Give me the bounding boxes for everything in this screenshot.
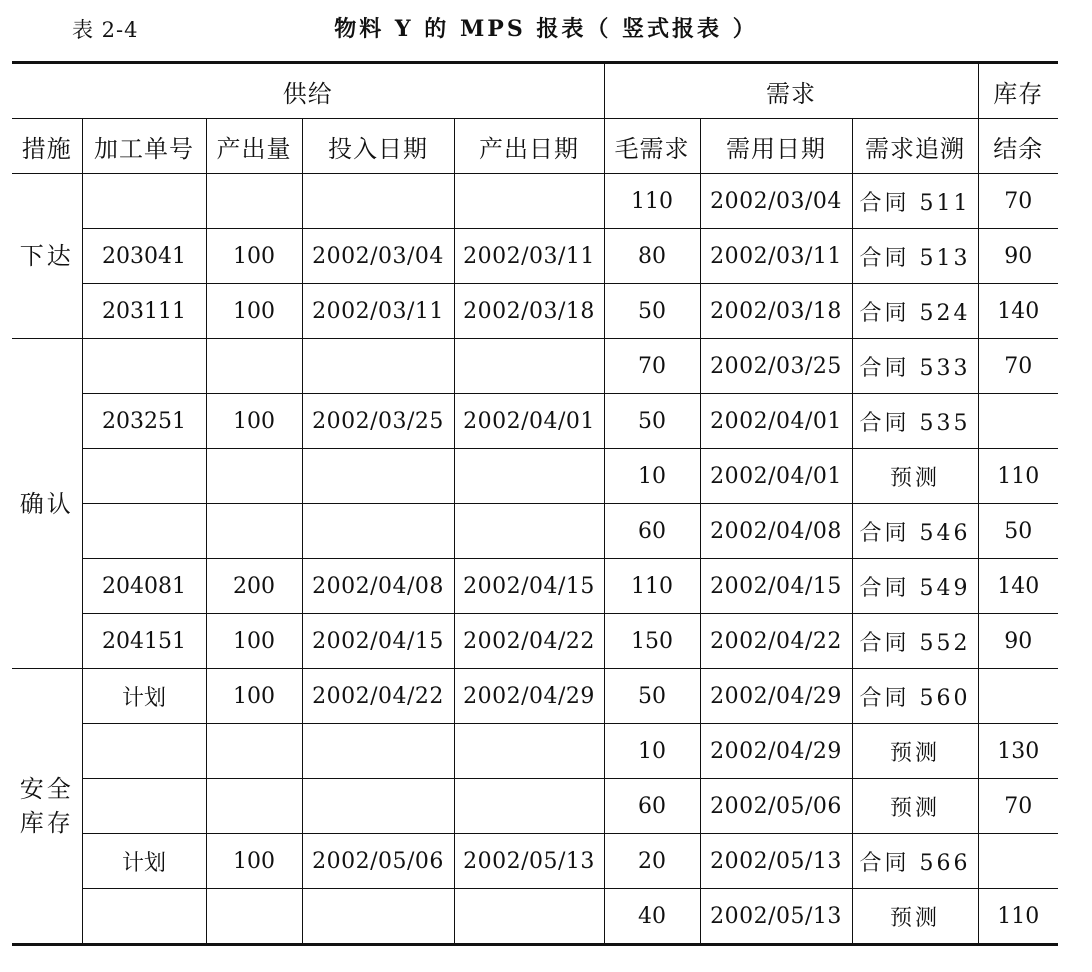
cell-output-quantity: [206, 449, 302, 504]
table-row: [12, 339, 1058, 394]
cell-demand-trace: 合同 513: [852, 229, 978, 284]
cell-output-quantity: 200: [206, 559, 302, 614]
cell-output-quantity: 100: [206, 394, 302, 449]
cell-output-date: [454, 724, 604, 779]
measure-safety-stock: [12, 669, 82, 945]
table-row: [12, 669, 1058, 724]
cell-need-date: 2002/05/13: [700, 834, 852, 889]
table-row: [12, 174, 1058, 229]
cell-output-quantity: [206, 174, 302, 229]
cell-input-date: [302, 504, 454, 559]
cell-demand-trace: 合同 560: [852, 669, 978, 724]
cell-output-date: 2002/04/22: [454, 614, 604, 669]
cell-balance: 130: [978, 724, 1058, 779]
cell-balance: [978, 669, 1058, 724]
cell-demand-trace: 预测: [852, 889, 978, 945]
cell-output-date: 2002/05/13: [454, 834, 604, 889]
cell-output-quantity: 100: [206, 834, 302, 889]
cell-balance: [978, 394, 1058, 449]
measure-confirmed: [12, 339, 82, 669]
cell-balance: 140: [978, 559, 1058, 614]
table-row: [12, 504, 1058, 559]
column-header-balance: 结余: [978, 119, 1058, 174]
cell-need-date: 2002/04/15: [700, 559, 852, 614]
cell-order-number: 203041: [82, 229, 206, 284]
cell-gross-requirement: 20: [604, 834, 700, 889]
cell-balance: 110: [978, 889, 1058, 945]
cell-order-number: [82, 724, 206, 779]
cell-gross-requirement: 80: [604, 229, 700, 284]
column-header-row: [12, 119, 1058, 174]
cell-output-date: [454, 449, 604, 504]
cell-input-date: 2002/03/11: [302, 284, 454, 339]
cell-input-date: 2002/04/15: [302, 614, 454, 669]
cell-demand-trace: 合同 533: [852, 339, 978, 394]
table-caption: [0, 0, 1092, 56]
cell-order-number: 203111: [82, 284, 206, 339]
cell-balance: 110: [978, 449, 1058, 504]
cell-output-quantity: [206, 339, 302, 394]
measure-label: 下达: [19, 242, 74, 270]
cell-output-quantity: [206, 889, 302, 945]
cell-output-quantity: [206, 779, 302, 834]
measure-released: [12, 174, 82, 339]
cell-input-date: 2002/03/04: [302, 229, 454, 284]
cell-order-number: 计划: [82, 669, 206, 724]
cell-input-date: [302, 174, 454, 229]
table-row: [12, 889, 1058, 945]
cell-order-number: 204081: [82, 559, 206, 614]
cell-order-number: [82, 504, 206, 559]
cell-order-number: [82, 889, 206, 945]
cell-output-date: [454, 504, 604, 559]
table-row: [12, 834, 1058, 889]
table-number: 表 2-4: [72, 18, 139, 42]
column-header-input-date: 投入日期: [302, 119, 454, 174]
cell-output-date: 2002/03/18: [454, 284, 604, 339]
table-row: [12, 229, 1058, 284]
cell-output-date: [454, 174, 604, 229]
cell-gross-requirement: 150: [604, 614, 700, 669]
cell-input-date: [302, 339, 454, 394]
cell-order-number: [82, 779, 206, 834]
cell-need-date: 2002/04/29: [700, 669, 852, 724]
cell-input-date: [302, 449, 454, 504]
cell-gross-requirement: 10: [604, 724, 700, 779]
cell-demand-trace: 合同 511: [852, 174, 978, 229]
cell-input-date: [302, 889, 454, 945]
cell-input-date: 2002/04/08: [302, 559, 454, 614]
cell-need-date: 2002/04/22: [700, 614, 852, 669]
cell-need-date: 2002/03/25: [700, 339, 852, 394]
column-header-need-date: 需用日期: [700, 119, 852, 174]
mps-report-table: [12, 61, 1058, 946]
cell-output-date: 2002/03/11: [454, 229, 604, 284]
cell-demand-trace: 预测: [852, 779, 978, 834]
column-header-demand-trace: 需求追溯: [852, 119, 978, 174]
table-row: [12, 449, 1058, 504]
table-row: [12, 284, 1058, 339]
cell-output-quantity: 100: [206, 614, 302, 669]
cell-order-number: [82, 449, 206, 504]
column-header-output-date: 产出日期: [454, 119, 604, 174]
cell-output-quantity: [206, 504, 302, 559]
cell-gross-requirement: 40: [604, 889, 700, 945]
table-row: [12, 394, 1058, 449]
cell-demand-trace: 合同 566: [852, 834, 978, 889]
cell-gross-requirement: 50: [604, 284, 700, 339]
cell-need-date: 2002/04/01: [700, 449, 852, 504]
inventory-group-header: 库存: [978, 63, 1058, 119]
cell-balance: 70: [978, 174, 1058, 229]
column-header-gross-requirement: 毛需求: [604, 119, 700, 174]
cell-input-date: [302, 724, 454, 779]
group-header-row: [12, 63, 1058, 119]
cell-need-date: 2002/05/06: [700, 779, 852, 834]
cell-need-date: 2002/03/11: [700, 229, 852, 284]
cell-output-quantity: [206, 724, 302, 779]
cell-input-date: [302, 779, 454, 834]
table-row: [12, 724, 1058, 779]
cell-order-number: [82, 339, 206, 394]
cell-need-date: 2002/04/01: [700, 394, 852, 449]
cell-output-date: 2002/04/01: [454, 394, 604, 449]
cell-gross-requirement: 70: [604, 339, 700, 394]
cell-order-number: 204151: [82, 614, 206, 669]
table-row: [12, 559, 1058, 614]
cell-demand-trace: 预测: [852, 724, 978, 779]
cell-need-date: 2002/03/18: [700, 284, 852, 339]
cell-order-number: 计划: [82, 834, 206, 889]
cell-output-date: 2002/04/15: [454, 559, 604, 614]
cell-demand-trace: 合同 535: [852, 394, 978, 449]
cell-gross-requirement: 50: [604, 669, 700, 724]
cell-output-date: [454, 889, 604, 945]
column-header-order-number: 加工单号: [82, 119, 206, 174]
column-header-measure: 措施: [12, 119, 82, 174]
cell-balance: 50: [978, 504, 1058, 559]
cell-gross-requirement: 60: [604, 504, 700, 559]
measure-label: 安全: [19, 775, 74, 803]
table-title: 物料 Y 的 MPS 报表（ 竖式报表 ）: [334, 16, 758, 42]
cell-input-date: 2002/05/06: [302, 834, 454, 889]
cell-balance: 70: [978, 339, 1058, 394]
cell-output-date: 2002/04/29: [454, 669, 604, 724]
cell-input-date: 2002/04/22: [302, 669, 454, 724]
cell-need-date: 2002/04/29: [700, 724, 852, 779]
cell-need-date: 2002/04/08: [700, 504, 852, 559]
mps-table-body: [12, 174, 1058, 945]
column-header-output-quantity: 产出量: [206, 119, 302, 174]
measure-label: 库存: [19, 809, 74, 837]
cell-gross-requirement: 110: [604, 174, 700, 229]
demand-group-header: 需求: [604, 63, 978, 119]
cell-input-date: 2002/03/25: [302, 394, 454, 449]
cell-balance: 90: [978, 614, 1058, 669]
cell-gross-requirement: 10: [604, 449, 700, 504]
measure-label: 确认: [19, 489, 74, 518]
cell-balance: 140: [978, 284, 1058, 339]
cell-output-quantity: 100: [206, 669, 302, 724]
cell-demand-trace: 合同 552: [852, 614, 978, 669]
cell-demand-trace: 合同 546: [852, 504, 978, 559]
cell-output-date: [454, 779, 604, 834]
cell-output-quantity: 100: [206, 229, 302, 284]
cell-gross-requirement: 110: [604, 559, 700, 614]
table-row: [12, 614, 1058, 669]
cell-output-quantity: 100: [206, 284, 302, 339]
cell-need-date: 2002/03/04: [700, 174, 852, 229]
cell-balance: [978, 834, 1058, 889]
cell-gross-requirement: 50: [604, 394, 700, 449]
cell-balance: 70: [978, 779, 1058, 834]
cell-gross-requirement: 60: [604, 779, 700, 834]
cell-balance: 90: [978, 229, 1058, 284]
cell-output-date: [454, 339, 604, 394]
cell-demand-trace: 预测: [852, 449, 978, 504]
table-row: [12, 779, 1058, 834]
cell-demand-trace: 合同 524: [852, 284, 978, 339]
cell-demand-trace: 合同 549: [852, 559, 978, 614]
cell-order-number: 203251: [82, 394, 206, 449]
cell-order-number: [82, 174, 206, 229]
cell-need-date: 2002/05/13: [700, 889, 852, 945]
supply-group-header: 供给: [12, 63, 604, 119]
